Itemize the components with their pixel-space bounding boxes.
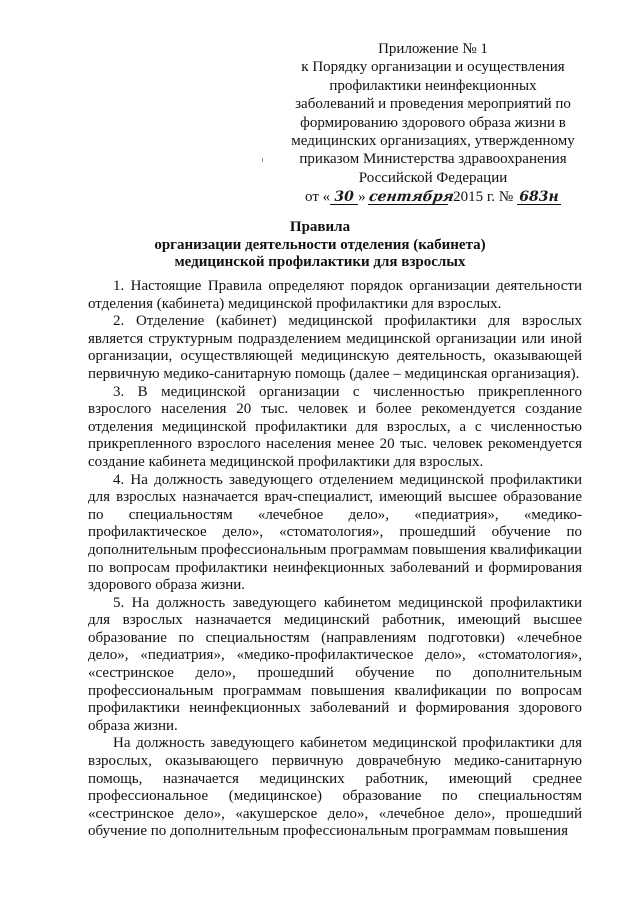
paragraph: 5. На должность заведующего кабинетом медицинской профилактики для взрослых назначается медицинский работник, имеющий высшее образование по специальностям (направлениям подготовки) «лечебное дело», «педиатрия», «медико-профилактическое дело», «стоматология», «сестринское дело», прошедший обучение по дополнительным профессиональным программам повышения квалификации по вопросам профилактики неинфекционных заболеваний и формирования здорового образа жизни. bbox=[88, 594, 582, 734]
appendix-line: приказом Министерства здравоохранения bbox=[299, 151, 567, 168]
order-date-line bbox=[287, 188, 579, 206]
title-line: организации деятельности отделения (кабинета) bbox=[154, 236, 486, 253]
scan-speck bbox=[262, 158, 263, 162]
paragraph: 4. На должность заведующего отделением медицинской профилактики для взрослых назначается врач-специалист, имеющий высшее образование по специальностям «лечебное дело», «педиатрия», «медико-профилактическое дело», «стоматология», прошедший обучение по дополнительным профессиональным программам повышения квалификации по вопросам профилактики неинфекционных заболеваний и формирования здорового образа жизни. bbox=[88, 471, 582, 594]
appendix-line: Российской Федерации bbox=[358, 169, 508, 186]
date-prefix: от « bbox=[305, 189, 331, 206]
paragraph: На должность заведующего кабинетом медицинской профилактики для взрослых, оказывающего первичную доврачебную медико-санитарную помощь, назначается медицинских работник, имеющий среднее профессиональное (медицинское) образование по специальностям «сестринское дело», «акушерское дело», «лечебное дело», прошедший обучение по дополнительным профессиональным программам повышения bbox=[88, 735, 582, 840]
appendix-line: заболеваний и проведения мероприятий по bbox=[295, 96, 571, 113]
handwritten-order-number: 683н bbox=[517, 190, 561, 205]
handwritten-month: сентября bbox=[368, 189, 456, 206]
appendix-line: формированию здорового образа жизни в bbox=[300, 114, 566, 131]
handwritten-day: 30 bbox=[330, 190, 358, 205]
appendix-line: медицинских организациях, утвержденному bbox=[291, 133, 575, 150]
document-title bbox=[70, 219, 570, 272]
title-line: Правила bbox=[289, 219, 351, 235]
appendix-header bbox=[287, 40, 579, 207]
appendix-line: профилактики неинфекционных bbox=[329, 77, 537, 94]
date-mid: » bbox=[358, 189, 366, 206]
date-year: 2015 г. № bbox=[453, 189, 514, 206]
paragraph: 2. Отделение (кабинет) медицинской профилактики для взрослых является структурным подразделением медицинской организации или иной организации, осуществляющей медицинскую деятельность, оказывающей первичную медико-санитарную помощь (далее – медицинская организация). bbox=[88, 313, 582, 382]
document-body bbox=[88, 278, 582, 841]
paragraph: 3. В медицинской организации с численностью прикрепленного взрослого населения 20 тыс. человек и более рекомендуется создание отделения медицинской профилактики для взрослых, а с численностью прикрепленного взрослого населения менее 20 тыс. человек рекомендуется создание кабинета медицинской профилактики для взрослых. bbox=[88, 383, 582, 470]
paragraph: 1. Настоящие Правила определяют порядок организации деятельности отделения (кабинета) медицинской профилактики для взрослых. bbox=[88, 278, 582, 312]
appendix-line: Приложение № 1 bbox=[378, 41, 488, 57]
appendix-line: к Порядку организации и осуществления bbox=[301, 59, 565, 76]
title-line: медицинской профилактики для взрослых bbox=[174, 254, 466, 270]
